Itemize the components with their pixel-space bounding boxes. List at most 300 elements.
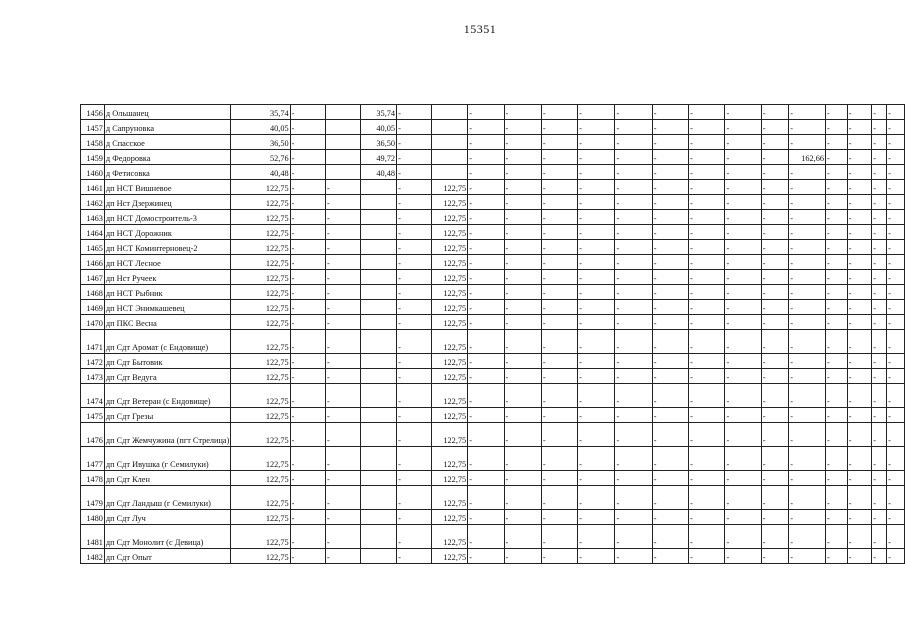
table-cell: - — [541, 423, 577, 447]
table-cell: - — [789, 408, 826, 423]
table-cell: - — [872, 225, 887, 240]
table-cell: - — [468, 300, 504, 315]
row-number: 1473 — [81, 369, 105, 384]
table-cell: - — [761, 150, 789, 165]
table-cell: - — [689, 510, 725, 525]
table-cell: - — [887, 225, 905, 240]
table-cell: - — [652, 408, 688, 423]
table-cell: - — [887, 369, 905, 384]
table-cell: - — [397, 510, 432, 525]
table-cell: - — [872, 120, 887, 135]
table-cell: 122,75 — [231, 354, 290, 369]
table-cell: - — [652, 354, 688, 369]
table-cell: 122,75 — [231, 315, 290, 330]
table-cell: - — [872, 510, 887, 525]
table-cell — [432, 165, 468, 180]
table-cell: - — [504, 510, 541, 525]
table-cell: - — [397, 240, 432, 255]
table-cell: - — [615, 549, 652, 564]
table-cell: - — [725, 471, 761, 486]
table-cell: - — [826, 210, 848, 225]
table-cell: 122,75 — [432, 225, 468, 240]
table-cell: - — [847, 408, 872, 423]
table-cell: - — [826, 369, 848, 384]
table-cell — [361, 255, 397, 270]
table-cell: - — [847, 525, 872, 549]
table-cell: - — [397, 225, 432, 240]
settlement-name: дп Сдт Грезы — [104, 408, 230, 423]
table-cell: - — [689, 180, 725, 195]
table-cell: 35,74 — [231, 105, 290, 120]
table-cell: - — [872, 486, 887, 510]
table-cell: - — [725, 225, 761, 240]
table-cell — [361, 471, 397, 486]
table-cell: - — [615, 423, 652, 447]
table-cell: - — [578, 225, 615, 240]
table-cell: - — [847, 423, 872, 447]
table-cell: - — [872, 471, 887, 486]
table-row — [81, 120, 905, 135]
page-number: 15351 — [463, 22, 497, 36]
table-cell: - — [826, 165, 848, 180]
table-cell: - — [652, 120, 688, 135]
table-cell: 122,75 — [432, 486, 468, 510]
table-cell: - — [725, 315, 761, 330]
table-cell: - — [652, 510, 688, 525]
row-number: 1478 — [81, 471, 105, 486]
settlement-name: дп Сдт Аромат (с Ендовище) — [104, 330, 230, 354]
table-cell: - — [615, 447, 652, 471]
table-cell: - — [652, 210, 688, 225]
table-cell: - — [504, 240, 541, 255]
table-cell: - — [689, 105, 725, 120]
table-cell: 40,48 — [231, 165, 290, 180]
table-cell: - — [290, 549, 325, 564]
table-cell: - — [290, 210, 325, 225]
table-cell: - — [290, 180, 325, 195]
table-cell: - — [761, 240, 789, 255]
table-cell: - — [578, 408, 615, 423]
table-cell: - — [652, 135, 688, 150]
table-row — [81, 354, 905, 369]
table-cell: - — [826, 300, 848, 315]
table-cell: - — [397, 354, 432, 369]
table-cell — [361, 369, 397, 384]
table-cell: - — [789, 285, 826, 300]
table-cell: - — [326, 384, 361, 408]
settlement-name: д Ольшанец — [104, 105, 230, 120]
table-cell: - — [397, 180, 432, 195]
table-cell: - — [290, 408, 325, 423]
table-cell: - — [847, 300, 872, 315]
table-cell: 122,75 — [432, 525, 468, 549]
table-cell: - — [689, 255, 725, 270]
table-cell: - — [397, 486, 432, 510]
table-cell: - — [725, 210, 761, 225]
table-cell: - — [847, 369, 872, 384]
table-cell: - — [326, 423, 361, 447]
table-row — [81, 408, 905, 423]
table-cell: - — [826, 240, 848, 255]
table-cell: - — [761, 135, 789, 150]
table-cell: - — [789, 210, 826, 225]
table-cell: 122,75 — [432, 510, 468, 525]
table-cell: 122,75 — [231, 447, 290, 471]
table-cell: - — [872, 447, 887, 471]
table-cell — [361, 408, 397, 423]
table-cell: - — [578, 384, 615, 408]
table-cell: - — [578, 255, 615, 270]
table-cell: - — [326, 195, 361, 210]
table-cell: - — [887, 285, 905, 300]
table-cell: - — [826, 315, 848, 330]
table-cell: - — [578, 486, 615, 510]
table-cell: - — [397, 150, 432, 165]
table-cell — [326, 150, 361, 165]
table-cell: - — [652, 486, 688, 510]
settlement-name: дп Сдт Луч — [104, 510, 230, 525]
table-cell: - — [578, 330, 615, 354]
table-cell: - — [887, 549, 905, 564]
row-number: 1466 — [81, 255, 105, 270]
table-cell: - — [872, 150, 887, 165]
table-cell: - — [887, 330, 905, 354]
table-cell: - — [615, 471, 652, 486]
table-cell: - — [397, 408, 432, 423]
table-cell: - — [789, 300, 826, 315]
table-cell: - — [826, 225, 848, 240]
table-cell: 122,75 — [231, 486, 290, 510]
table-cell: 36,50 — [361, 135, 397, 150]
table-cell: - — [887, 195, 905, 210]
table-cell: - — [468, 120, 504, 135]
table-cell: - — [689, 240, 725, 255]
table-cell: - — [578, 150, 615, 165]
table-cell: - — [789, 330, 826, 354]
table-cell: - — [468, 240, 504, 255]
table-cell: - — [826, 285, 848, 300]
table-cell: - — [689, 423, 725, 447]
table-cell — [326, 120, 361, 135]
table-cell: - — [761, 330, 789, 354]
table-cell: - — [397, 285, 432, 300]
table-row — [81, 135, 905, 150]
table-cell: - — [468, 270, 504, 285]
table-row — [81, 423, 905, 447]
tariff-table — [80, 104, 905, 564]
table-cell: - — [847, 471, 872, 486]
table-cell: - — [504, 471, 541, 486]
row-number: 1468 — [81, 285, 105, 300]
table-cell: - — [578, 525, 615, 549]
table-cell: - — [290, 225, 325, 240]
table-cell: - — [689, 354, 725, 369]
table-cell: - — [725, 300, 761, 315]
table-cell: - — [541, 105, 577, 120]
table-cell: - — [397, 195, 432, 210]
table-cell: 122,75 — [231, 384, 290, 408]
table-cell: - — [887, 384, 905, 408]
table-cell: - — [847, 510, 872, 525]
table-cell: - — [541, 180, 577, 195]
table-cell: - — [725, 384, 761, 408]
table-cell: - — [789, 369, 826, 384]
table-cell: - — [504, 165, 541, 180]
table-cell: - — [397, 210, 432, 225]
table-cell: - — [847, 486, 872, 510]
table-row — [81, 225, 905, 240]
table-cell: - — [689, 525, 725, 549]
table-cell: - — [847, 210, 872, 225]
table-cell: - — [652, 225, 688, 240]
table-cell: - — [290, 195, 325, 210]
table-cell: 122,75 — [231, 180, 290, 195]
table-cell: - — [761, 165, 789, 180]
table-cell: - — [397, 447, 432, 471]
table-cell: - — [615, 120, 652, 135]
table-cell: - — [290, 384, 325, 408]
table-cell: 122,75 — [432, 408, 468, 423]
table-cell: - — [468, 225, 504, 240]
settlement-name: дп Сдт Монолит (с Девица) — [104, 525, 230, 549]
table-cell: 122,75 — [231, 300, 290, 315]
table-cell: - — [504, 330, 541, 354]
row-number: 1481 — [81, 525, 105, 549]
row-number: 1459 — [81, 150, 105, 165]
table-cell: - — [887, 270, 905, 285]
table-cell: - — [615, 135, 652, 150]
table-cell: - — [290, 285, 325, 300]
table-cell: - — [326, 240, 361, 255]
table-cell: - — [789, 180, 826, 195]
table-cell: - — [652, 315, 688, 330]
table-cell: 122,75 — [231, 408, 290, 423]
table-cell: - — [468, 195, 504, 210]
table-cell: - — [397, 105, 432, 120]
table-cell: 122,75 — [432, 447, 468, 471]
table-row — [81, 300, 905, 315]
table-cell: - — [468, 315, 504, 330]
table-cell: - — [725, 255, 761, 270]
table-cell: - — [652, 255, 688, 270]
settlement-name: дп НСТ Лесное — [104, 255, 230, 270]
table-cell: - — [826, 135, 848, 150]
table-cell — [361, 330, 397, 354]
table-cell: - — [689, 300, 725, 315]
table-row — [81, 270, 905, 285]
table-cell: - — [847, 180, 872, 195]
table-cell: - — [761, 300, 789, 315]
table-cell: - — [541, 447, 577, 471]
table-row — [81, 525, 905, 549]
table-cell — [361, 315, 397, 330]
table-cell: - — [541, 525, 577, 549]
table-cell: - — [847, 225, 872, 240]
table-cell: - — [578, 165, 615, 180]
table-cell: - — [725, 369, 761, 384]
table-cell: - — [847, 240, 872, 255]
row-number: 1461 — [81, 180, 105, 195]
table-cell: - — [290, 270, 325, 285]
table-cell: - — [847, 315, 872, 330]
table-cell: 36,50 — [231, 135, 290, 150]
row-number: 1475 — [81, 408, 105, 423]
table-cell: - — [761, 180, 789, 195]
table-cell — [326, 165, 361, 180]
table-cell: - — [847, 255, 872, 270]
table-cell: - — [290, 315, 325, 330]
table-cell: - — [504, 180, 541, 195]
table-cell: - — [826, 423, 848, 447]
table-cell: - — [789, 447, 826, 471]
table-cell: - — [689, 471, 725, 486]
table-cell: - — [541, 300, 577, 315]
row-number: 1480 — [81, 510, 105, 525]
table-cell: - — [652, 369, 688, 384]
table-cell: - — [789, 270, 826, 285]
table-cell: 122,75 — [231, 423, 290, 447]
table-cell: - — [615, 105, 652, 120]
table-cell: 122,75 — [432, 240, 468, 255]
table-row — [81, 105, 905, 120]
table-cell: 162,66 — [789, 150, 826, 165]
table-cell: - — [847, 120, 872, 135]
table-cell: - — [541, 165, 577, 180]
table-cell: 35,74 — [361, 105, 397, 120]
table-cell: - — [541, 285, 577, 300]
table-cell: - — [290, 471, 325, 486]
table-cell: - — [887, 105, 905, 120]
table-cell: - — [725, 270, 761, 285]
table-cell: - — [541, 486, 577, 510]
table-cell: - — [290, 525, 325, 549]
table-cell: - — [615, 270, 652, 285]
table-cell — [361, 225, 397, 240]
table-cell: - — [578, 315, 615, 330]
table-cell: - — [578, 369, 615, 384]
table-cell: - — [652, 447, 688, 471]
table-cell: - — [397, 471, 432, 486]
table-cell: - — [689, 165, 725, 180]
table-cell: - — [504, 270, 541, 285]
table-cell: - — [826, 330, 848, 354]
settlement-name: дп Сдт Клен — [104, 471, 230, 486]
table-cell: - — [689, 369, 725, 384]
table-cell: - — [541, 120, 577, 135]
table-cell: - — [887, 423, 905, 447]
table-cell: - — [872, 270, 887, 285]
table-cell: 122,75 — [231, 369, 290, 384]
table-cell: - — [652, 525, 688, 549]
table-cell: - — [652, 105, 688, 120]
table-cell: - — [725, 240, 761, 255]
row-number: 1460 — [81, 165, 105, 180]
table-cell: - — [615, 165, 652, 180]
table-cell: - — [326, 408, 361, 423]
table-cell: 122,75 — [231, 525, 290, 549]
table-cell: - — [872, 195, 887, 210]
table-row — [81, 210, 905, 225]
table-cell: - — [578, 120, 615, 135]
table-cell — [361, 549, 397, 564]
row-number: 1467 — [81, 270, 105, 285]
table-cell: - — [872, 165, 887, 180]
table-cell: - — [826, 471, 848, 486]
table-cell: - — [615, 210, 652, 225]
table-cell: - — [689, 135, 725, 150]
table-cell: - — [689, 270, 725, 285]
settlement-name: дп Нст Дзержинец — [104, 195, 230, 210]
table-cell: - — [725, 150, 761, 165]
row-number: 1462 — [81, 195, 105, 210]
table-cell: - — [761, 354, 789, 369]
table-cell — [432, 120, 468, 135]
table-cell: - — [652, 384, 688, 408]
table-cell: - — [847, 354, 872, 369]
table-cell: - — [652, 471, 688, 486]
table-cell: 122,75 — [231, 225, 290, 240]
table-cell: - — [847, 105, 872, 120]
table-cell: - — [725, 165, 761, 180]
table-row — [81, 180, 905, 195]
table-cell — [361, 300, 397, 315]
table-cell: 122,75 — [231, 210, 290, 225]
table-cell: - — [541, 369, 577, 384]
table-cell: - — [397, 549, 432, 564]
table-row — [81, 330, 905, 354]
table-cell: - — [689, 549, 725, 564]
table-cell: - — [826, 510, 848, 525]
table-cell: 122,75 — [432, 285, 468, 300]
table-cell: - — [397, 384, 432, 408]
table-cell — [361, 285, 397, 300]
table-cell: - — [872, 315, 887, 330]
table-cell: - — [847, 447, 872, 471]
settlement-name: дп Сдт Ивушка (г Семилуки) — [104, 447, 230, 471]
row-number: 1469 — [81, 300, 105, 315]
table-cell: - — [326, 486, 361, 510]
table-cell: - — [290, 240, 325, 255]
table-cell: - — [504, 120, 541, 135]
table-cell: - — [326, 354, 361, 369]
table-cell: 122,75 — [432, 369, 468, 384]
table-cell: - — [504, 447, 541, 471]
table-cell: - — [725, 180, 761, 195]
table-cell: - — [615, 510, 652, 525]
table-cell: - — [290, 330, 325, 354]
table-cell — [361, 525, 397, 549]
table-cell — [361, 180, 397, 195]
settlement-name: д Спасское — [104, 135, 230, 150]
table-cell: - — [872, 384, 887, 408]
table-cell: - — [789, 195, 826, 210]
table-cell: - — [290, 369, 325, 384]
table-cell: - — [872, 240, 887, 255]
table-cell: 122,75 — [231, 240, 290, 255]
table-cell: - — [887, 408, 905, 423]
table-cell: - — [789, 225, 826, 240]
table-cell: - — [468, 135, 504, 150]
table-cell — [326, 135, 361, 150]
table-cell: - — [615, 384, 652, 408]
table-cell: - — [761, 369, 789, 384]
settlement-name: дп НСТ Коминтерновец-2 — [104, 240, 230, 255]
table-cell: - — [872, 330, 887, 354]
table-cell: - — [504, 408, 541, 423]
table-cell: - — [725, 120, 761, 135]
table-cell: - — [578, 285, 615, 300]
table-cell: - — [689, 447, 725, 471]
